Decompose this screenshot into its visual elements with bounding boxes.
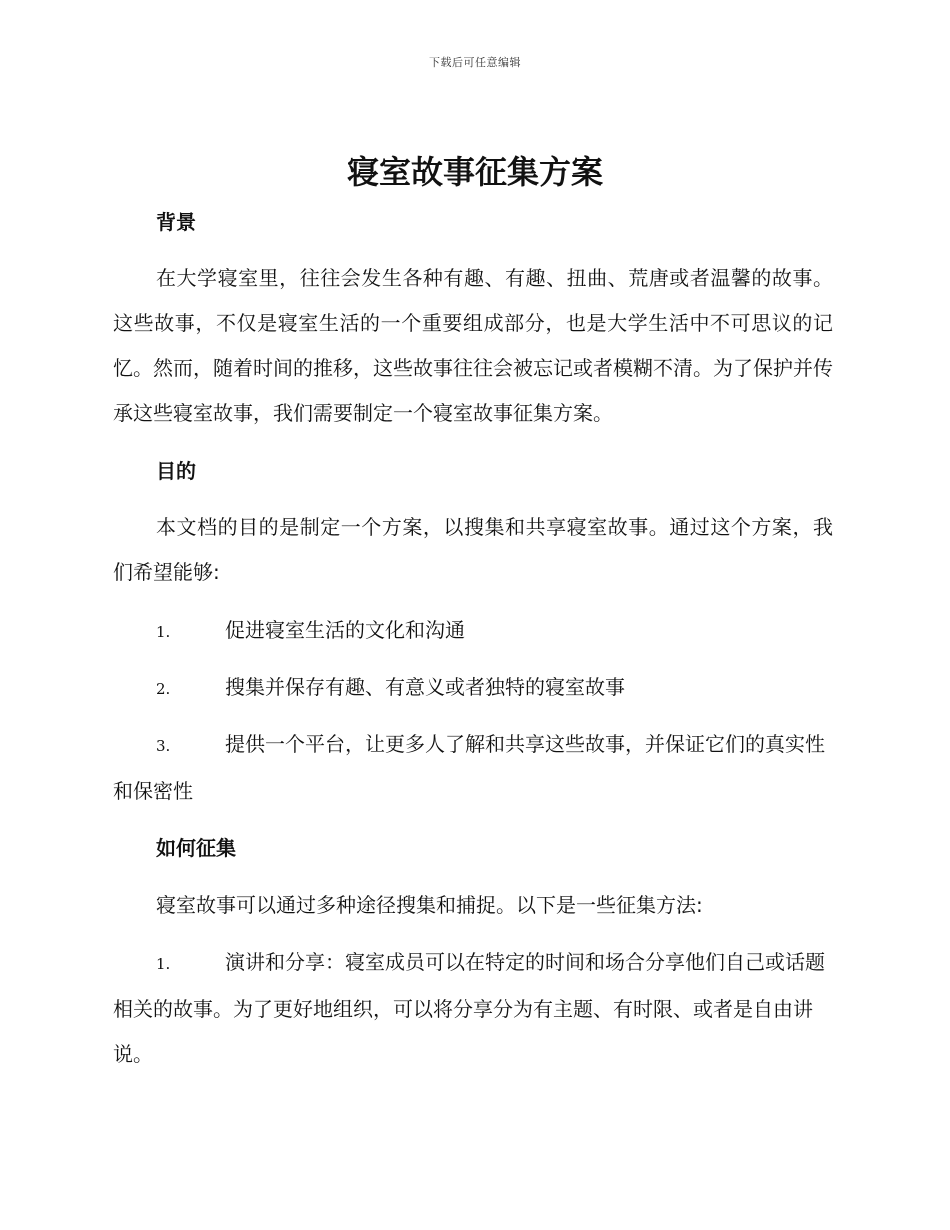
list-text: 演讲和分享：寝室成员可以在特定的时间和场合分享他们自己或话题相关的故事。为了更好地组织，可以将分享分为有主题、有时限、或者是自由讲说。	[113, 950, 825, 1066]
list-number: 1.	[156, 955, 171, 973]
list-item	[113, 608, 833, 655]
list-number: 2.	[156, 680, 171, 698]
purpose-paragraph: 本文档的目的是制定一个方案，以搜集和共享寝室故事。通过这个方案，我们希望能够:	[113, 515, 833, 584]
section-heading-purpose: 目的	[156, 459, 196, 483]
document-title: 寝室故事征集方案	[346, 153, 603, 191]
background-paragraph: 在大学寝室里，往往会发生各种有趣、有趣、扭曲、荒唐或者温馨的故事。这些故事，不仅是寝室生活的一个重要组成部分，也是大学生活中不可思议的记忆。然而，随着时间的推移，这些故事往往会被忘记或者模糊不清。为了保护并传承这些寝室故事，我们需要制定一个寝室故事征集方案。	[113, 266, 833, 425]
list-item	[113, 665, 833, 712]
list-number: 1.	[156, 623, 171, 641]
list-text: 搜集并保存有趣、有意义或者独特的寝室故事	[225, 675, 625, 699]
list-item	[113, 722, 833, 814]
list-text: 促进寝室生活的文化和沟通	[225, 618, 465, 642]
section-heading-background: 背景	[156, 210, 196, 234]
section-heading-how: 如何征集	[156, 836, 236, 860]
how-paragraph: 寝室故事可以通过多种途径搜集和捕捉。以下是一些征集方法:	[156, 893, 703, 917]
list-text: 提供一个平台，让更多人了解和共享这些故事，并保证它们的真实性和保密性	[113, 732, 825, 803]
list-item	[113, 940, 833, 1077]
header-note: 下载后可任意编辑	[429, 56, 521, 69]
list-number: 3.	[156, 737, 171, 755]
